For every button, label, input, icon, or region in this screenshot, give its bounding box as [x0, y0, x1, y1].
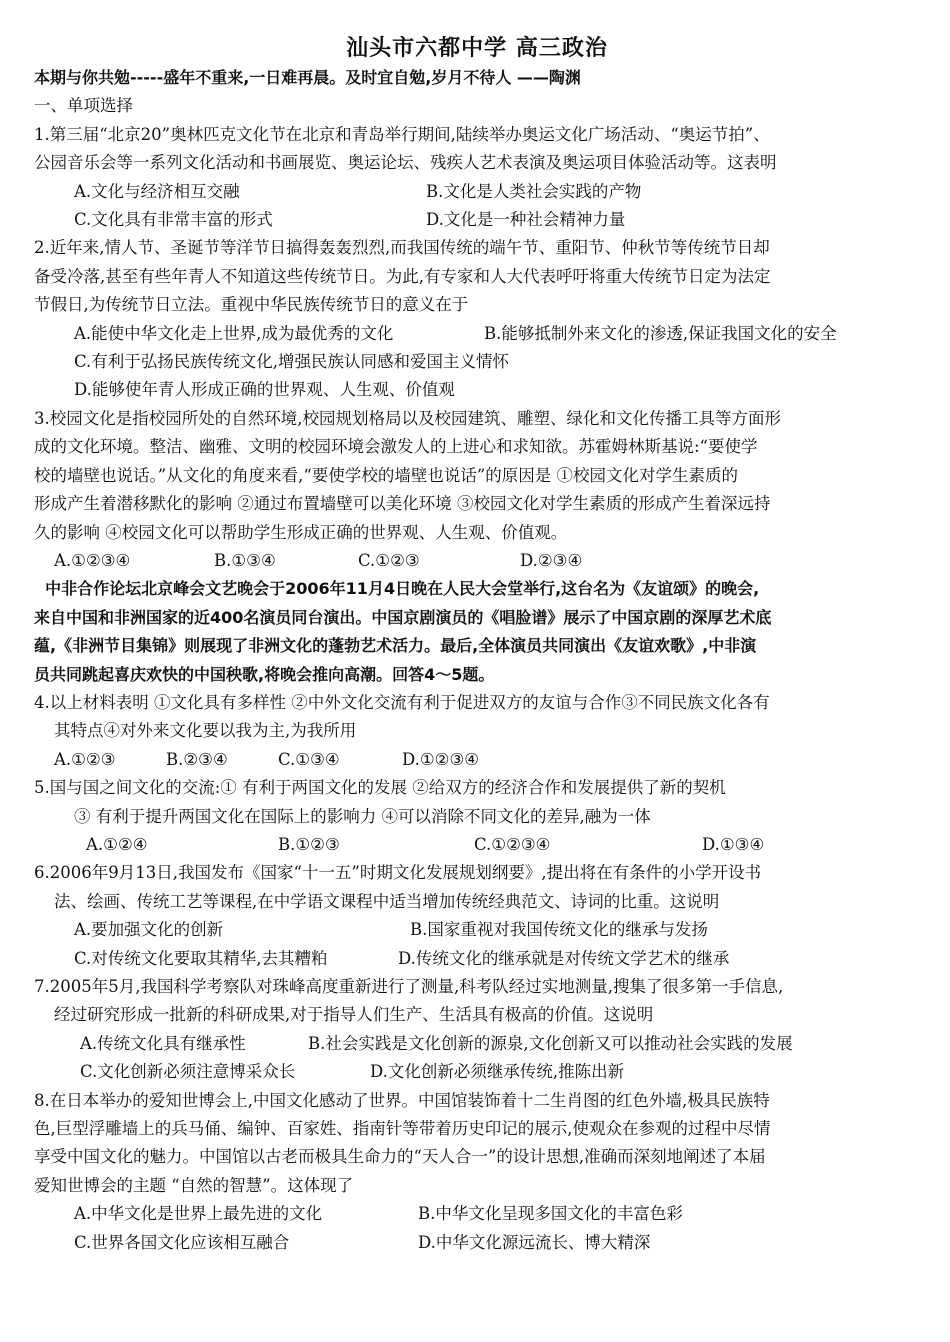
material-text: 中非合作论坛北京峰会文艺晚会于2006年11月4日晚在人民大会堂举行,这台名为《友谊颂》的晚会,: [34, 579, 760, 599]
question-text: 其特点④对外来文化要以我为主,为我所用: [54, 721, 357, 741]
question-text: ③ 有利于提升两国文化在国际上的影响力 ④可以消除不同文化的差异,融为一体: [74, 806, 651, 826]
option-c[interactable]: C.①③④: [278, 749, 340, 769]
material-text: 员共同跳起喜庆欢快的中国秧歌,将晚会推向高潮。回答4～5题。: [34, 664, 495, 684]
section-heading: 一、单项选择: [34, 96, 133, 116]
question-text: 2.近年来,情人节、圣诞节等洋节日搞得轰轰烈烈,而我国传统的端午节、重阳节、仲秋节等传统节日却: [34, 238, 770, 258]
question-text: 3.校园文化是指校园所处的自然环境,校园规划格局以及校园建筑、雕塑、绿化和文化传播工具等方面形: [34, 408, 781, 428]
option-a[interactable]: A.能使中华文化走上世界,成为最优秀的文化: [74, 323, 394, 343]
question-7: [34, 973, 920, 1087]
option-a[interactable]: A.文化与经济相互交融: [74, 181, 240, 201]
question-text: 爱知世博会的主题 “自然的智慧”。这体现了: [34, 1175, 354, 1195]
question-text: 节假日,为传统节日立法。重视中华民族传统节日的意义在于: [34, 295, 469, 315]
material-passage: [34, 575, 920, 689]
option-c[interactable]: C.世界各国文化应该相互融合: [74, 1232, 290, 1252]
option-a[interactable]: A.①②③④: [54, 550, 131, 570]
question-text: 4.以上材料表明 ①文化具有多样性 ②中外文化交流有利于促进双方的友谊与合作③不同民族文化各有: [34, 692, 770, 712]
question-text: 校的墙壁也说话。”从文化的角度来看,“要使学校的墙壁也说话”的原因是 ①校园文化对学生素质的: [34, 465, 739, 485]
option-d[interactable]: D.能够使年青人形成正确的世界观、人生观、价值观: [74, 380, 455, 400]
question-text: 法、绘画、传统工艺等课程,在中学语文课程中适当增加传统经典范文、诗词的比重。这说明: [54, 891, 720, 911]
question-text: 享受中国文化的魅力。中国馆以古老而极具生命力的“天人合一”的设计思想,准确而深刻地阐述了本届: [34, 1147, 766, 1167]
question-text: 经过研究形成一批新的科研成果,对于指导人们生产、生活具有极高的价值。这说明: [54, 1005, 654, 1025]
option-b[interactable]: B.①②③: [278, 834, 340, 854]
option-d[interactable]: D.文化创新必须继承传统,推陈出新: [370, 1062, 625, 1082]
option-b[interactable]: B.②③④: [166, 749, 228, 769]
option-b[interactable]: B.能够抵制外来文化的渗透,保证我国文化的安全: [484, 323, 837, 343]
option-a[interactable]: A.①②④: [86, 834, 148, 854]
option-d[interactable]: D.①②③④: [402, 749, 480, 769]
option-b[interactable]: B.社会实践是文化创新的源泉,文化创新又可以推动社会实践的发展: [308, 1033, 793, 1053]
question-text: 久的影响 ④校园文化可以帮助学生形成正确的世界观、人生观、价值观。: [34, 522, 568, 542]
option-c[interactable]: C.文化创新必须注意博采众长: [80, 1062, 296, 1082]
option-b[interactable]: B.中华文化呈现多国文化的丰富色彩: [418, 1204, 683, 1224]
question-text: 公园音乐会等一系列文化活动和书画展览、奥运论坛、残疾人艺术表演及奥运项目体验活动等。这表明: [34, 153, 777, 173]
question-text: 6.2006年9月13日,我国发布《国家“十一五”时期文化发展规划纲要》,提出将在有条件的小学开设书: [34, 863, 762, 883]
question-text: 5.国与国之间文化的交流:① 有利于两国文化的发展 ②给双方的经济合作和发展提供了新的契机: [34, 778, 726, 798]
option-a[interactable]: A.传统文化具有继承性: [80, 1033, 246, 1053]
option-d[interactable]: D.②③④: [520, 550, 583, 570]
question-8: [34, 1087, 920, 1257]
question-1: [34, 121, 920, 235]
option-b[interactable]: B.国家重视对我国传统文化的继承与发扬: [410, 920, 708, 940]
page-title: 汕头市六都中学 高三政治: [346, 36, 608, 61]
question-text: 备受冷落,甚至有些年青人不知道这些传统节日。为此,有专家和人大代表呼吁将重大传统节日定为法定: [34, 266, 771, 286]
material-text: 来自中国和非洲国家的近400名演员同台演出。中国京剧演员的《唱脸谱》展示了中国京剧的深厚艺术底: [34, 607, 772, 627]
question-text: 形成产生着潜移默化的影响 ②通过布置墙壁可以美化环境 ③校园文化对学生素质的形成产生着深远持: [34, 494, 771, 514]
option-a[interactable]: A.①②③: [54, 749, 116, 769]
option-c[interactable]: C.①②③: [358, 550, 420, 570]
question-4: [34, 689, 920, 774]
option-d[interactable]: D.传统文化的继承就是对传统文学艺术的继承: [398, 948, 730, 968]
question-6: [34, 859, 920, 973]
option-d[interactable]: D.中华文化源远流长、博大精深: [418, 1232, 651, 1252]
option-a[interactable]: A.要加强文化的创新: [74, 920, 224, 940]
option-c[interactable]: C.对传统文化要取其精华,去其糟粕: [74, 948, 328, 968]
motto: 本期与你共勉-----盛年不重来,一日难再晨。及时宜自勉,岁月不待人 ——陶渊: [34, 68, 581, 87]
option-c[interactable]: C.文化具有非常丰富的形式: [74, 210, 273, 230]
question-5: [34, 774, 920, 859]
material-text: 蕴,《非洲节目集锦》则展现了非洲文化的蓬勃艺术活力。最后,全体演员共同演出《友谊欢歌》,中非演: [34, 636, 757, 656]
option-b[interactable]: B.①③④: [214, 550, 276, 570]
option-c[interactable]: C.有利于弘扬民族传统文化,增强民族认同感和爱国主义情怀: [74, 352, 510, 372]
option-d[interactable]: D.①③④: [702, 834, 765, 854]
option-b[interactable]: B.文化是人类社会实践的产物: [426, 181, 642, 201]
question-2: [34, 234, 920, 404]
question-3: [34, 405, 920, 575]
question-text: 色,巨型浮雕墙上的兵马俑、编钟、百家姓、指南针等带着历史印记的展示,使观众在参观的过程中尽情: [34, 1119, 771, 1139]
question-text: 成的文化环境。整洁、幽雅、文明的校园环境会激发人的上进心和求知欲。苏霍姆林斯基说:“要使学: [34, 437, 758, 457]
option-d[interactable]: D.文化是一种社会精神力量: [426, 210, 626, 230]
option-c[interactable]: C.①②③④: [474, 834, 551, 854]
question-text: 1.第三届“北京20”奥林匹克文化节在北京和青岛举行期间,陆续举办奥运文化广场活动、“奥运节拍”、: [34, 124, 770, 144]
question-text: 8.在日本举办的爱知世博会上,中国文化感动了世界。中国馆装饰着十二生肖图的红色外墙,极具民族特: [34, 1090, 770, 1110]
question-text: 7.2005年5月,我国科学考察队对珠峰高度重新进行了测量,科考队经过实地测量,搜集了很多第一手信息,: [34, 977, 784, 996]
option-a[interactable]: A.中华文化是世界上最先进的文化: [74, 1204, 323, 1224]
